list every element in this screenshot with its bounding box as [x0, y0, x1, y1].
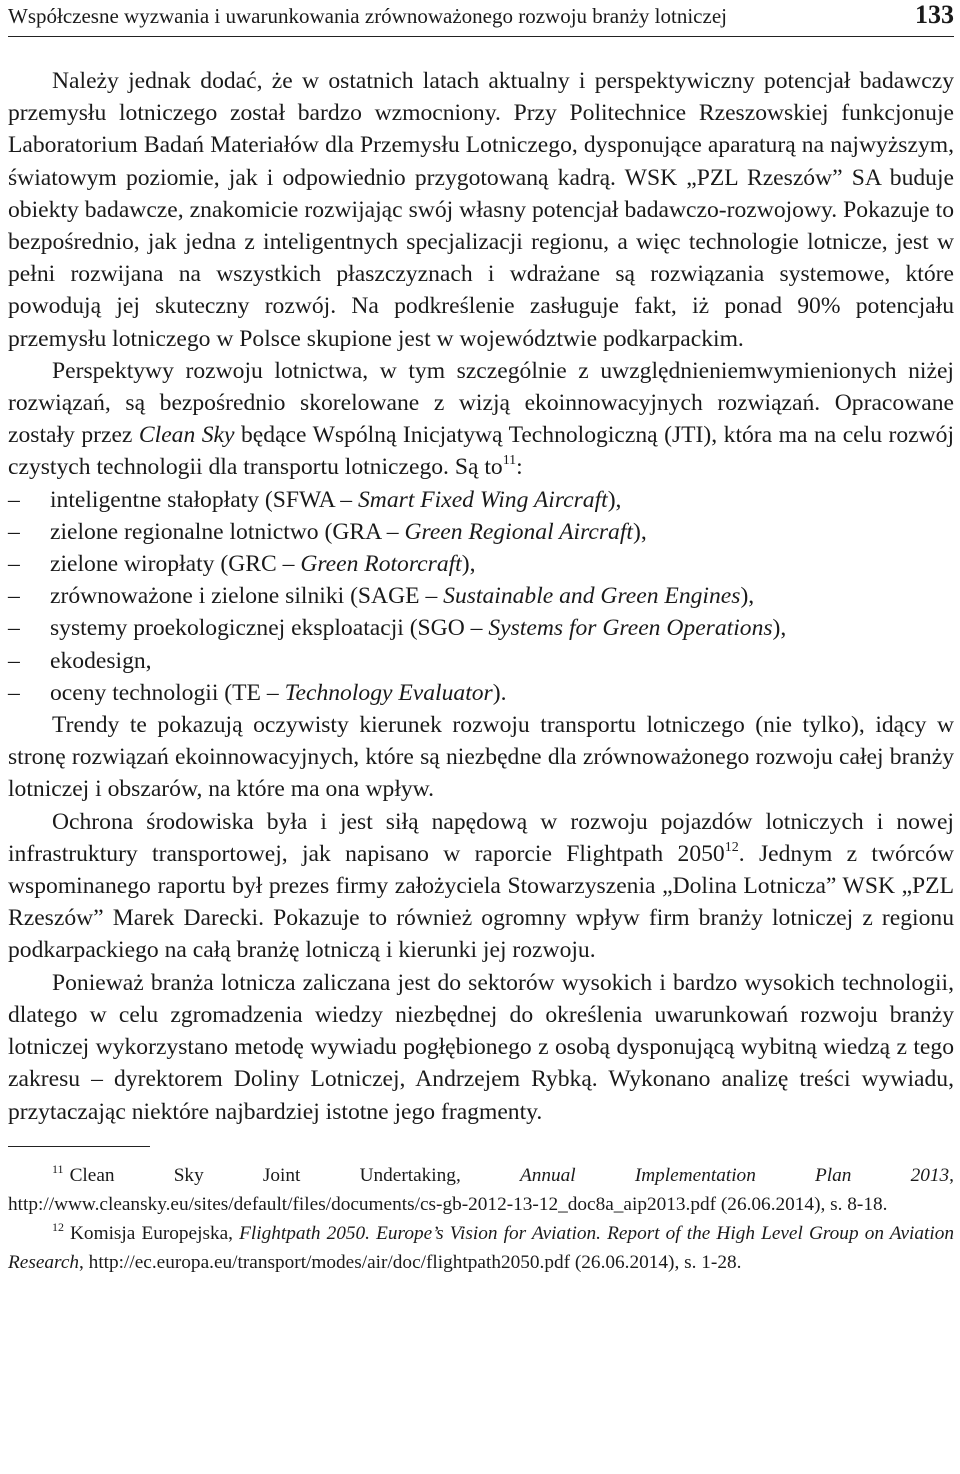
list-item [8, 484, 954, 516]
footnote-number: 11 [52, 1161, 64, 1176]
footnote-ref-12[interactable]: 12 [724, 839, 739, 855]
list-item-end: ). [492, 679, 507, 706]
list-dash: – [8, 583, 20, 610]
paragraph-2-italic-clean-sky: Clean Sky [138, 422, 235, 449]
footnote-italic-title: Flightpath 2050. Europe’s Vision for Aviation. Report of the High Level Group on Aviation Research [8, 1222, 954, 1273]
paragraph-2-text-end: : [516, 454, 523, 481]
body-text [8, 65, 954, 1128]
footnotes [8, 1161, 954, 1277]
document-page [8, 0, 954, 1277]
list-dash: – [8, 647, 20, 674]
paragraph-5: Ponieważ branża lotnicza zaliczana jest do sektorów wysokich i bardzo wysokich technologii, dlatego w celu zgromadzenia wiedzy niezbędnej do określenia uwarunkowań rozwoju branży lotniczej wykorzystano metodę wywiadu pogłębionego z osobą dysponującą wybitną wiedzą z tego zakresu – dyrektorem Doliny Lotniczej, Andrzejem Rybką. Wykonano analizę treści wywiadu, przytaczając niektóre najbardziej istotne jego fragmenty. [8, 969, 954, 1125]
list-item [8, 580, 954, 612]
paragraph-1: Należy jednak dodać, że w ostatnich latach aktualny i perspektywiczny potencjał badawczy przemysłu lotniczego został bardzo wzmocniony. Przy Politechnice Rzeszowskiej funkcjonuje Laboratorium Badań Materiałów dla Przemysłu Lotniczego, dysponujące aparaturą na najwyższym, światowym poziomie, jak i odpowiednio przygotowaną kadrą. WSK „PZL Rzeszów” SA buduje obiekty badawcze, znakomicie rozwijając swój własny potencjał badawczo-rozwojowy. Pokazuje to bezpośrednio, jak jedna z inteligentnych specjalizacji regionu, a więc technologie lotnicze, jest w pełni rozwijana na wszystkich płaszczyznach i wdrażane są rozwiązania systemowe, które powodują jej skuteczny rozwój. Na podkreślenie zasługuje fakt, iż ponad 90% potencjału przemysłu lotniczego w Polsce skupione jest w województwie podkarpackim. [8, 68, 954, 352]
footnote-link-text[interactable]: , http://www.cleansky.eu/sites/default/files/documents/cs-gb-2012-13-12_doc8a_aip2013.pdf (26.06.2014), s. 8-18. [8, 1164, 954, 1215]
footnote-italic-title: Annual Implementation Plan 2013 [519, 1164, 950, 1186]
list-item [8, 677, 954, 709]
paragraph-4 [8, 806, 954, 967]
footnote-12 [8, 1219, 954, 1277]
footnote-11 [8, 1161, 954, 1219]
list-dash: – [8, 551, 20, 578]
list-item-italic: Systems for Green Operations [488, 615, 773, 642]
list-item-end: ), [740, 583, 755, 610]
list-item-end: ), [772, 615, 787, 642]
technology-list [8, 484, 954, 709]
list-item-italic: Smart Fixed Wing Aircraft [358, 486, 608, 513]
list-item [8, 548, 954, 580]
footnote-ref-11[interactable]: 11 [502, 453, 517, 469]
list-item-end: ), [461, 551, 476, 578]
list-dash: – [8, 518, 20, 545]
list-dash: – [8, 615, 20, 642]
list-item-italic: Sustainable and Green Engines [443, 583, 741, 610]
list-item-text: zielone wiropłaty (GRC – [50, 551, 301, 578]
list-dash: – [8, 679, 20, 706]
list-item-italic: Technology Evaluator [284, 679, 493, 706]
list-item-end: ), [632, 518, 647, 545]
paragraph-2 [8, 355, 954, 484]
list-item-text: inteligentne stałopłaty (SFWA – [50, 486, 358, 513]
footnote-text: Komisja Europejska, [70, 1222, 240, 1244]
footnote-text: Clean Sky Joint Undertaking, [69, 1164, 520, 1186]
list-dash: – [8, 486, 20, 513]
list-item-italic: Green Rotorcraft [300, 551, 462, 578]
list-item-text: zrównoważone i zielone silniki (SAGE – [50, 583, 444, 610]
footnote-link-text[interactable]: , http://ec.europa.eu/transport/modes/air/doc/flightpath2050.pdf (26.06.2014), s. 1-28. [79, 1251, 742, 1273]
footnote-divider [8, 1146, 150, 1147]
list-item-italic: Green Regional Aircraft [404, 518, 633, 545]
list-item [8, 612, 954, 644]
list-item-end: ), [607, 486, 622, 513]
list-item-text: systemy proekologicznej eksploatacji (SGO – [50, 615, 489, 642]
footnote-number: 12 [52, 1219, 64, 1234]
paragraph-3: Trendy te pokazują oczywisty kierunek rozwoju transportu lotniczego (nie tylko), idący w stronę rozwiązań ekoinnowacyjnych, które są niezbędne dla zrównoważonego rozwoju całej branży lotniczej i obszarów, na które ma ona wpływ. [8, 712, 954, 803]
paragraph-4-text-a: Ochrona środowiska była i jest siłą napędową w rozwoju pojazdów lotniczych i nowej infrastruktury transportowej, jak napisano w raporcie Flightpath 2050 [8, 808, 954, 867]
page-number: 133 [915, 0, 954, 29]
list-item-text: oceny technologii (TE – [50, 679, 285, 706]
list-item-text: ekodesign, [50, 647, 152, 674]
list-item [8, 516, 954, 548]
list-item-text: zielone regionalne lotnictwo (GRA – [50, 518, 405, 545]
running-header [8, 2, 954, 37]
list-item [8, 645, 954, 677]
paragraph-4-text-b: . Jednym z twórców wspominanego raportu był prezes firmy założyciela Stowarzyszenia „Dolina Lotnicza” WSK „PZL Rzeszów” Marek Darecki. Pokazuje to również ogromny wpływ firm branży lotniczej z regionu podkarpackiego na całą branżę lotniczą i kierunki jej rozwoju. [8, 840, 954, 964]
paragraph-2-text-a: Perspektywy rozwoju lotnictwa, w tym szczególnie z uwzględnieniemwymienionych niżej rozwiązań, są bezpośrednio skorelowane z wizją ekoinnowacyjnych rozwiązań. Opracowane zostały przez [8, 357, 954, 449]
running-title: Współczesne wyzwania i uwarunkowania zrównoważonego rozwoju branży lotniczej [8, 4, 727, 28]
paragraph-2-text-b: będące Wspólną Inicjatywą Technologiczną (JTI), która ma na celu rozwój czystych technologii dla transportu lotniczego. Są to [8, 422, 955, 481]
